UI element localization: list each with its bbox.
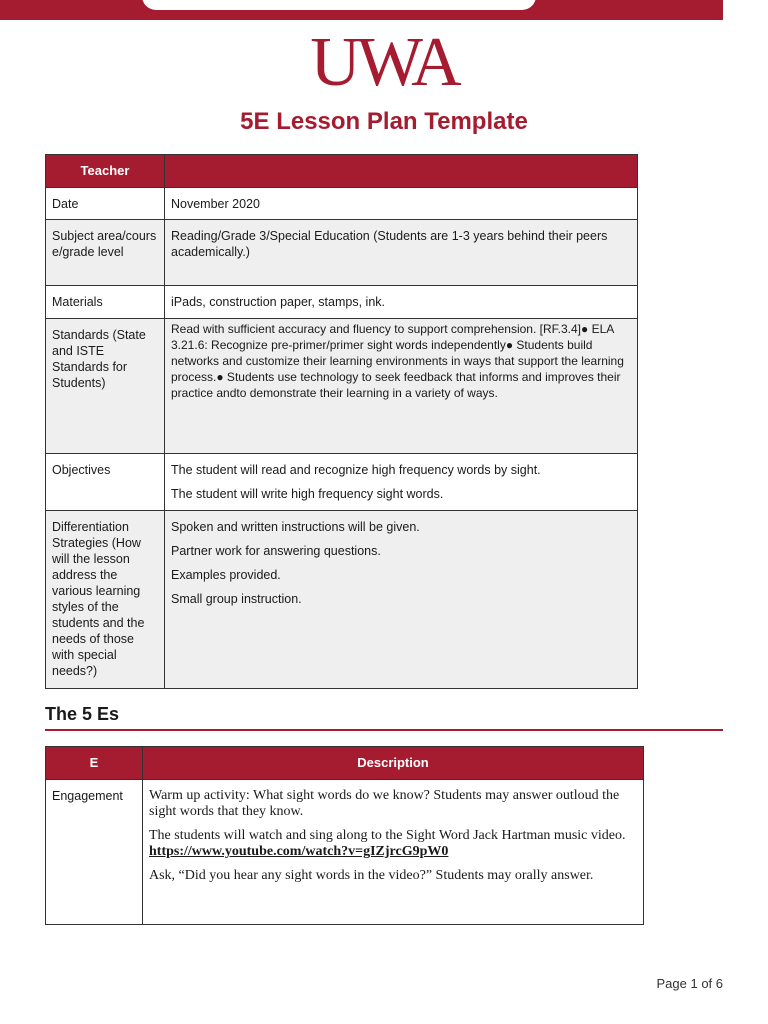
e-column-header: E xyxy=(46,747,143,780)
differentiation-row xyxy=(46,511,638,689)
video-text: The students will watch and sing along to the Sight Word Jack Hartman music video. xyxy=(149,828,626,843)
engagement-label: Engagement xyxy=(46,780,143,925)
subject-label: Subject area/course/grade level xyxy=(46,220,165,286)
youtube-link[interactable]: https://www.youtube.com/watch?v=gIZjrcG9pW0 xyxy=(149,844,449,859)
date-label: Date xyxy=(46,188,165,220)
subject-value: Reading/Grade 3/Special Education (Students are 1-3 years behind their peers academically.) xyxy=(165,220,638,286)
standards-value: Read with sufficient accuracy and fluency to support comprehension. [RF.3.4]● ELA 3.21.6: Recognize pre-primer/primer sight words independently● Students build networks and customize their learning environments in ways that support the learning process.● Students use technology to seek feedback that informs and improves their practice andto demonstrate their learning in a variety of ways. xyxy=(165,319,638,454)
strategy-item: Spoken and written instructions will be given. xyxy=(171,520,420,534)
page-number: Page 1 of 6 xyxy=(656,976,723,991)
objective-item: The student will write high frequency sight words. xyxy=(171,487,444,501)
date-row xyxy=(46,188,638,220)
materials-value: iPads, construction paper, stamps, ink. xyxy=(165,286,638,319)
standards-row xyxy=(46,319,638,454)
materials-row xyxy=(46,286,638,319)
differentiation-value xyxy=(165,511,638,689)
description-column-header: Description xyxy=(143,747,644,780)
differentiation-label: Differentiation Strategies (How will the lesson address the various learning styles of the students and the needs of those with special needs?) xyxy=(46,511,165,689)
materials-label: Materials xyxy=(46,286,165,319)
objectives-value xyxy=(165,454,638,511)
strategy-item: Partner work for answering questions. xyxy=(171,544,381,558)
es-header-row xyxy=(46,747,644,780)
objective-item: The student will read and recognize high frequency words by sight. xyxy=(171,463,541,477)
date-value: November 2020 xyxy=(165,188,638,220)
engagement-paragraph: Warm up activity: What sight words do we know? Students may answer outloud the sight words that they know. xyxy=(149,788,620,819)
subject-row xyxy=(46,220,638,286)
top-banner xyxy=(0,0,723,20)
teacher-label: Teacher xyxy=(46,155,165,188)
engagement-paragraph: Ask, “Did you hear any sight words in the video?” Students may orally answer. xyxy=(149,868,594,883)
uwa-logo: UWA xyxy=(310,24,458,101)
standards-label: Standards (State and ISTE Standards for Students) xyxy=(46,319,165,454)
engagement-description xyxy=(143,780,644,925)
teacher-row xyxy=(46,155,638,188)
engagement-row xyxy=(46,780,644,925)
strategy-item: Small group instruction. xyxy=(171,592,302,606)
document-title: 5E Lesson Plan Template xyxy=(240,108,528,135)
section-heading: The 5 Es xyxy=(45,704,723,731)
teacher-value xyxy=(165,155,638,188)
objectives-label: Objectives xyxy=(46,454,165,511)
engagement-paragraph xyxy=(149,828,637,860)
top-banner-tab xyxy=(142,0,536,10)
lesson-info-table xyxy=(45,154,638,689)
objectives-row xyxy=(46,454,638,511)
five-es-table xyxy=(45,746,644,925)
strategy-item: Examples provided. xyxy=(171,568,281,582)
